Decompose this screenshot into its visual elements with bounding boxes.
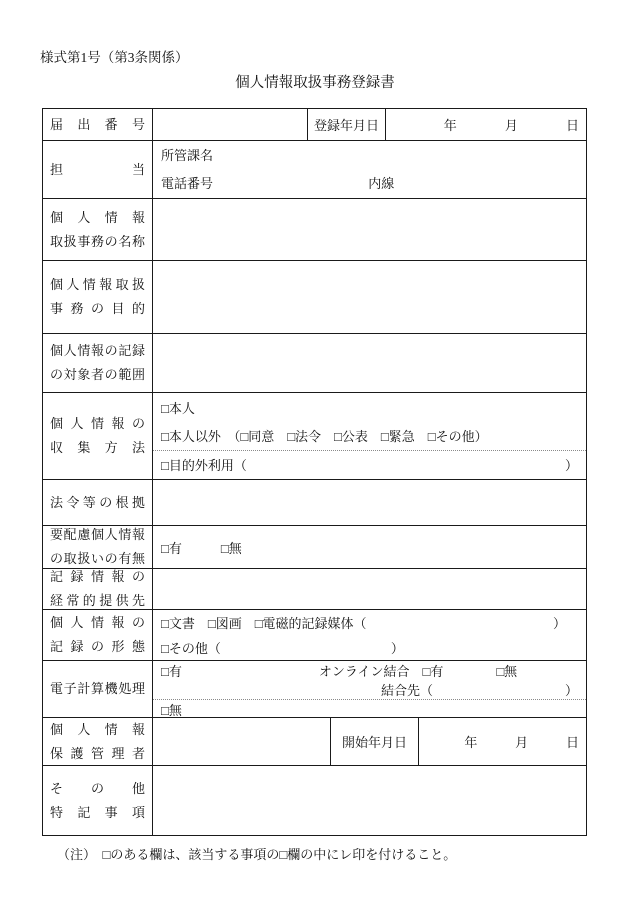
label-text: 特 記 事 項 xyxy=(50,804,145,820)
closing-paren: ） xyxy=(564,683,578,698)
sensitive-info-row xyxy=(43,526,586,569)
start-date-label xyxy=(331,718,419,765)
checkbox-option-text: □本人 xyxy=(161,400,195,416)
record-format-other-option xyxy=(153,635,586,660)
computer-processing-yes-line xyxy=(153,661,586,680)
department-name-line xyxy=(153,142,586,170)
collection-other-options xyxy=(153,421,586,449)
staff-row xyxy=(43,141,586,199)
label-text: の取扱いの有無 xyxy=(50,551,145,566)
computer-processing-label xyxy=(43,661,153,717)
notification-number-row xyxy=(43,109,586,141)
other-notes-label xyxy=(43,766,153,835)
label-text: 法 令 等 の 根 拠 xyxy=(50,494,145,510)
protection-manager-row xyxy=(43,718,586,766)
notification-number-field xyxy=(153,109,308,140)
computer-processing-field xyxy=(153,661,586,717)
label-text: 個 人 情 報 xyxy=(50,721,145,737)
computer-processing-row xyxy=(43,661,586,718)
collection-offpurpose-option xyxy=(153,450,586,479)
registration-form-table xyxy=(42,108,587,836)
record-format-media-options xyxy=(153,610,586,635)
legal-basis-row xyxy=(43,480,586,526)
day-label: 日 xyxy=(565,118,579,133)
subject-scope-field xyxy=(153,334,586,392)
task-purpose-row xyxy=(43,261,586,334)
checkbox-option-text: □有 xyxy=(161,664,182,679)
checkbox-option-text: □有 □無 xyxy=(161,540,242,556)
staff-field xyxy=(153,141,586,198)
online-link-option-text: オンライン結合 □有 xyxy=(318,664,444,679)
label-text: 収 集 方 法 xyxy=(50,440,145,455)
extension-label: 内線 xyxy=(368,175,395,191)
registration-date-field xyxy=(386,109,586,140)
label-text: 要配慮個人情報 xyxy=(50,527,145,542)
label-text: そ の 他 xyxy=(50,780,145,796)
phone-line xyxy=(153,170,586,198)
sensitive-info-label xyxy=(43,526,153,568)
other-notes-field xyxy=(153,766,586,835)
label-text: 個 人 情 報 取 扱 xyxy=(50,277,145,292)
task-name-label xyxy=(43,199,153,260)
label-text: 経 常 的 提 供 先 xyxy=(50,593,145,608)
label-text: 電子計算機処理 xyxy=(50,681,145,696)
year-label: 年 xyxy=(464,735,478,750)
record-format-field xyxy=(153,610,586,660)
registration-date-label xyxy=(308,109,386,140)
sensitive-info-field xyxy=(153,526,586,568)
collection-method-row xyxy=(43,393,586,480)
label-text: の対象者の範囲 xyxy=(50,367,145,382)
legal-basis-field xyxy=(153,480,586,525)
form-reference-number: 様式第1号（第3条関係） xyxy=(40,50,189,65)
notification-number-label xyxy=(43,109,153,140)
regular-recipients-field xyxy=(153,569,586,609)
label-text: 開始年月日 xyxy=(341,735,407,750)
label-text: 個 人 情 報 xyxy=(50,209,145,225)
footnote: （注） □のある欄は、該当する事項の□欄の中にレ印を付けること。 xyxy=(57,847,457,862)
task-name-row xyxy=(43,199,586,261)
label-text: 取扱事務の名称 xyxy=(50,233,145,249)
protection-manager-label xyxy=(43,718,153,765)
link-destination-line xyxy=(153,680,586,699)
regular-recipients-row xyxy=(43,569,586,610)
label-text: 事 務 の 目 的 xyxy=(50,301,145,316)
label-text: 個 人 情 報 の xyxy=(50,416,145,431)
task-purpose-field xyxy=(153,261,586,333)
closing-paren: ） xyxy=(390,641,404,656)
link-destination-label: 結合先（ xyxy=(381,683,434,698)
month-label: 月 xyxy=(515,735,529,750)
label-text: 記 録 情 報 の xyxy=(50,569,145,584)
label-text: 個人情報の記録 xyxy=(50,343,145,358)
record-format-row xyxy=(43,610,586,661)
month-label: 月 xyxy=(504,118,518,133)
label-text: 記 録 の 形 態 xyxy=(50,639,145,654)
regular-recipients-label xyxy=(43,569,153,609)
checkbox-option-text: □文書 □図画 □電磁的記録媒体（ xyxy=(161,616,367,631)
label-text: 個 人 情 報 の xyxy=(50,615,145,630)
start-date-field xyxy=(419,718,586,765)
label-text: 担 当 xyxy=(50,161,145,177)
collection-self-option xyxy=(153,393,586,421)
page-title: 個人情報取扱事務登録書 xyxy=(235,75,395,91)
record-format-label xyxy=(43,610,153,660)
checkbox-option-text: □目的外利用（ xyxy=(161,458,247,474)
staff-label xyxy=(43,141,153,198)
label-text: 保 護 管 理 者 xyxy=(50,745,145,761)
label-text: 届 出 番 号 xyxy=(50,116,145,132)
checkbox-option-text: □その他（ xyxy=(161,641,221,656)
subject-scope-row xyxy=(43,334,586,393)
day-label: 日 xyxy=(565,735,579,750)
collection-method-label xyxy=(43,393,153,479)
task-name-field xyxy=(153,199,586,260)
protection-manager-field xyxy=(153,718,331,765)
other-notes-row xyxy=(43,766,586,835)
legal-basis-label xyxy=(43,480,153,525)
checkbox-option-text: □無 xyxy=(161,703,182,718)
subject-scope-label xyxy=(43,334,153,392)
online-link-none-text: □無 xyxy=(496,664,518,679)
collection-method-field xyxy=(153,393,586,479)
year-label: 年 xyxy=(443,118,457,133)
closing-paren: ） xyxy=(564,458,578,474)
department-name-label: 所管課名 xyxy=(161,147,214,163)
checkbox-option-text: □本人以外 （□同意 □法令 □公表 □緊急 □その他） xyxy=(161,428,488,444)
closing-paren: ） xyxy=(552,616,566,631)
label-text: 登録年月日 xyxy=(313,118,379,133)
task-purpose-label xyxy=(43,261,153,333)
computer-processing-no-line xyxy=(153,699,586,719)
phone-number-label: 電話番号 xyxy=(161,175,214,191)
